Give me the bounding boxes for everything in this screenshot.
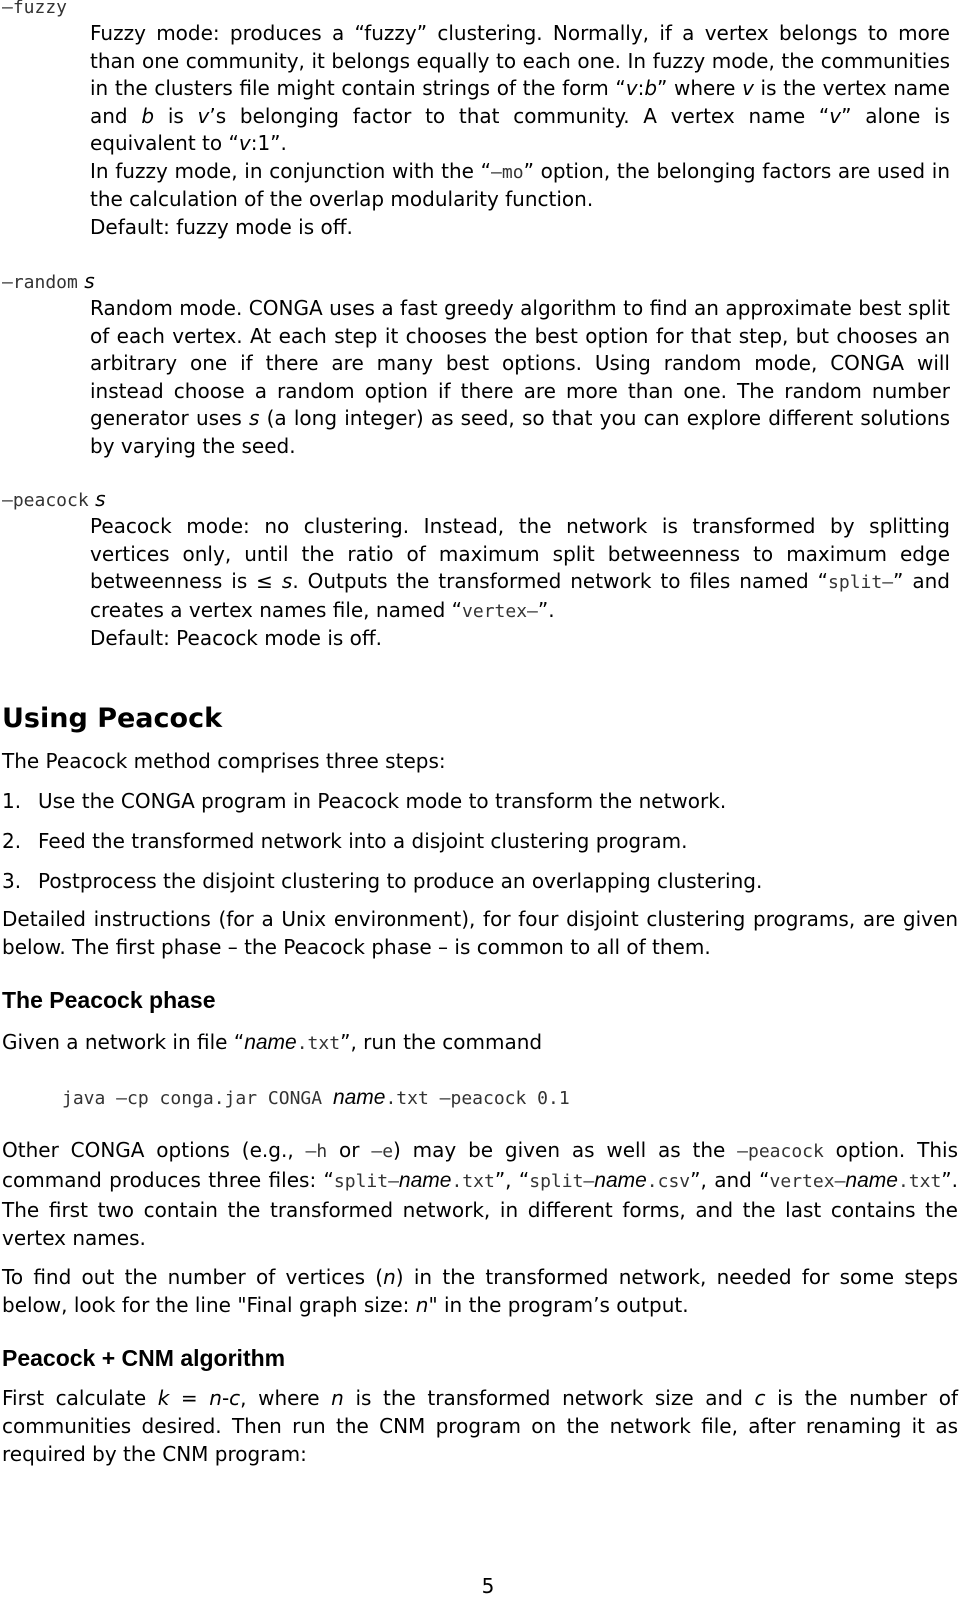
using-intro: The Peacock method comprises three steps:	[2, 749, 446, 773]
list-item: 3. Postprocess the disjoint clustering to produce an overlapping clustering.	[2, 869, 763, 893]
cnm-paragraph: First calculate k = n-c, where n is the transformed network size and c is the number of communities desired. Then run the CNM program on the network file, after renaming it as required by the CNM program:	[2, 1386, 958, 1466]
fuzzy-default: Default: fuzzy mode is off.	[90, 214, 353, 239]
page-number: 5	[481, 1574, 495, 1598]
list-item: 1. Use the CONGA program in Peacock mode to transform the network.	[2, 789, 727, 813]
peacock-command: java –cp conga.jar CONGA name.txt –peacock 0.1	[62, 1086, 570, 1109]
phase-options: Other CONGA options (e.g., –h or –e) may be given as well as the –peacock option. This command produces three files: “split–name.txt”, “split–name.csv”, and “vertex–name.txt”. The first two contain the transformed network, in different forms, and the last contains the vertex names.	[2, 1138, 959, 1250]
phase-find: To find out the number of vertices (n) in the transformed network, needed for some steps below, look for the line "Final graph size: n" in the program’s output.	[2, 1265, 958, 1317]
peacock-option: –peacock s	[2, 487, 106, 511]
fuzzy-option: –fuzzy	[2, 0, 68, 18]
using-peacock-heading: Using Peacock	[2, 703, 223, 734]
using-detail: Detailed instructions (for a Unix environment), for four disjoint clustering programs, are given below. The first phase – the Peacock phase – is common to all of them.	[2, 907, 958, 959]
random-description: Random mode. CONGA uses a fast greedy algorithm to find an approximate best split of each vertex. At each step it chooses the best option for that step, but chooses an arbitrary one if there are many best options. Using random mode, CONGA will instead choose a random option if there are more than one. The random number generator uses s (a long integer) as seed, so that you can explore different solutions by varying the seed.	[90, 296, 951, 458]
peacock-default: Default: Peacock mode is off.	[90, 626, 383, 650]
random-option: –random s	[2, 269, 95, 293]
cnm-heading: Peacock + CNM algorithm	[2, 1345, 286, 1371]
list-item: 2. Feed the transformed network into a disjoint clustering program.	[2, 829, 688, 853]
peacock-phase-heading: The Peacock phase	[2, 987, 216, 1013]
phase-given: Given a network in file “name.txt”, run the command	[2, 1030, 543, 1054]
peacock-description: Peacock mode: no clustering. Instead, the network is transformed by splitting vertices only, until the ratio of maximum split betweenness to maximum edge betweenness is ≤ s. Outputs the transformed network to files named “split–” and creates a vertex names file, named “vertex–”. Default: Peacock mode is off.	[90, 513, 950, 653]
fuzzy-description: Fuzzy mode: produces a “fuzzy” clustering. Normally, if a vertex belongs to more than one community, it belongs equally to each one. In fuzzy mode, the communities in the clusters file might contain strings of the form “v:b” where v is the vertex name and b is v’s belonging factor to that community. A vertex name “v” alone is equivalent to “v:1”. In fuzzy mode, in conjunction with the “–mo” option, the belonging factors are used in the calculation of the overlap modularity function. Default: fuzzy mode is off.	[90, 20, 950, 241]
